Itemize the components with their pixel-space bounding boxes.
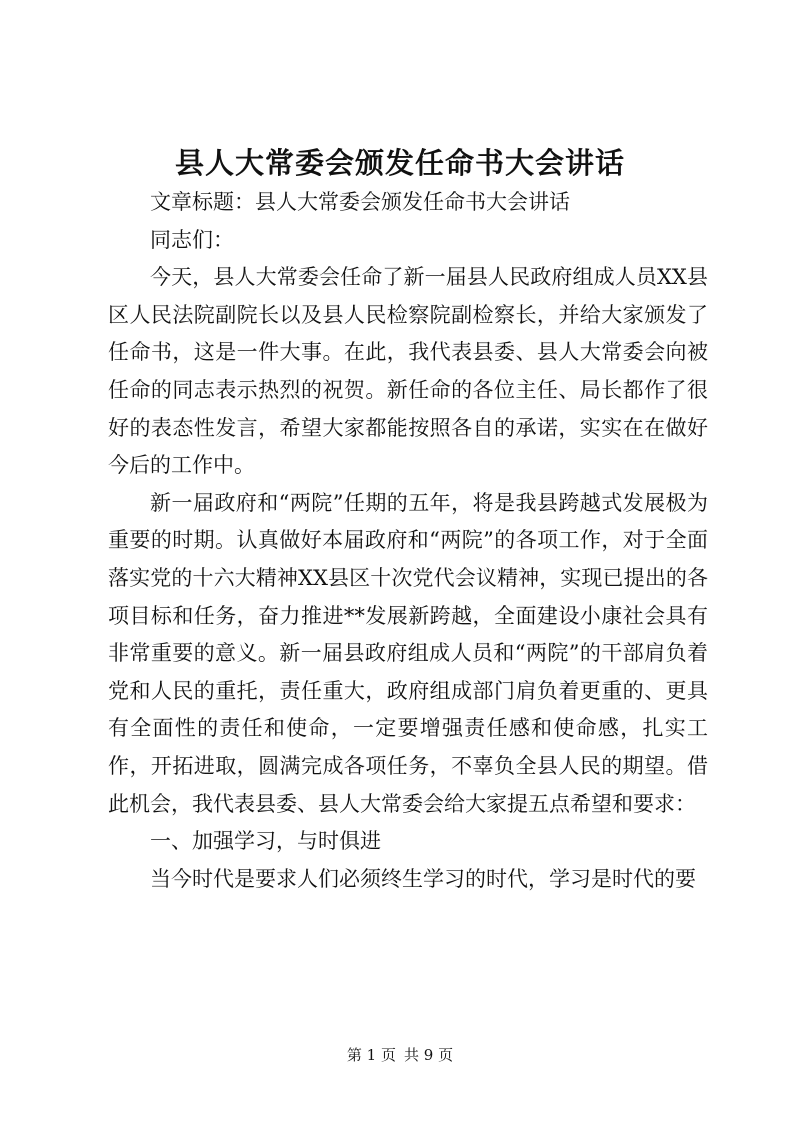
salutation: 同志们： xyxy=(150,227,234,252)
article-title-line: 文章标题：县人大常委会颁发任命书大会讲话 xyxy=(150,190,570,214)
paragraph-2: 新一届政府和“两院”任期的五年，将是我县跨越式发展极为重要的时期。认真做好本届政府和“两院”的各项工作，对于全面落实党的十六大精神XX县区十次党代会议精神，实现已提出的各项目标和任务，奋力推进**发展新跨越，全面建设小康社会具有非常重要的意义。新一届县政府组成人员和“两院”的干部肩负着党和人民的重托，责任重大，政府组成部门肩负着更重的、更具有全面性的责任和使命，一定要增强责任感和使命感，扎实工作，开拓进取，圆满完成各项任务，不辜负全县人民的期望。借此机会，我代表县委、县人大常委会给大家提五点希望和要求： xyxy=(108,490,708,816)
paragraph-3: 当今时代是要求人们必须终生学习的时代，学习是时代的要 xyxy=(150,866,696,891)
document-body xyxy=(108,184,708,898)
page-total: 共 9 页 xyxy=(404,1046,454,1064)
page-footer xyxy=(0,1045,800,1065)
paragraph-1: 今天，县人大常委会任命了新一届县人民政府组成人员XX县区人民法院副院长以及县人民检察院副检察长，并给大家颁发了任命书，这是一件大事。在此，我代表县委、县人大常委会向被任命的同志表示热烈的祝贺。新任命的各位主任、局长都作了很好的表态性发言，希望大家都能按照各自的承诺，实实在在做好今后的工作中。 xyxy=(108,265,708,478)
page-number: 第 1 页 xyxy=(346,1046,396,1064)
section-heading-1: 一、加强学习，与时俱进 xyxy=(150,829,381,854)
document-title: 县人大常委会颁发任命书大会讲话 xyxy=(174,146,625,180)
